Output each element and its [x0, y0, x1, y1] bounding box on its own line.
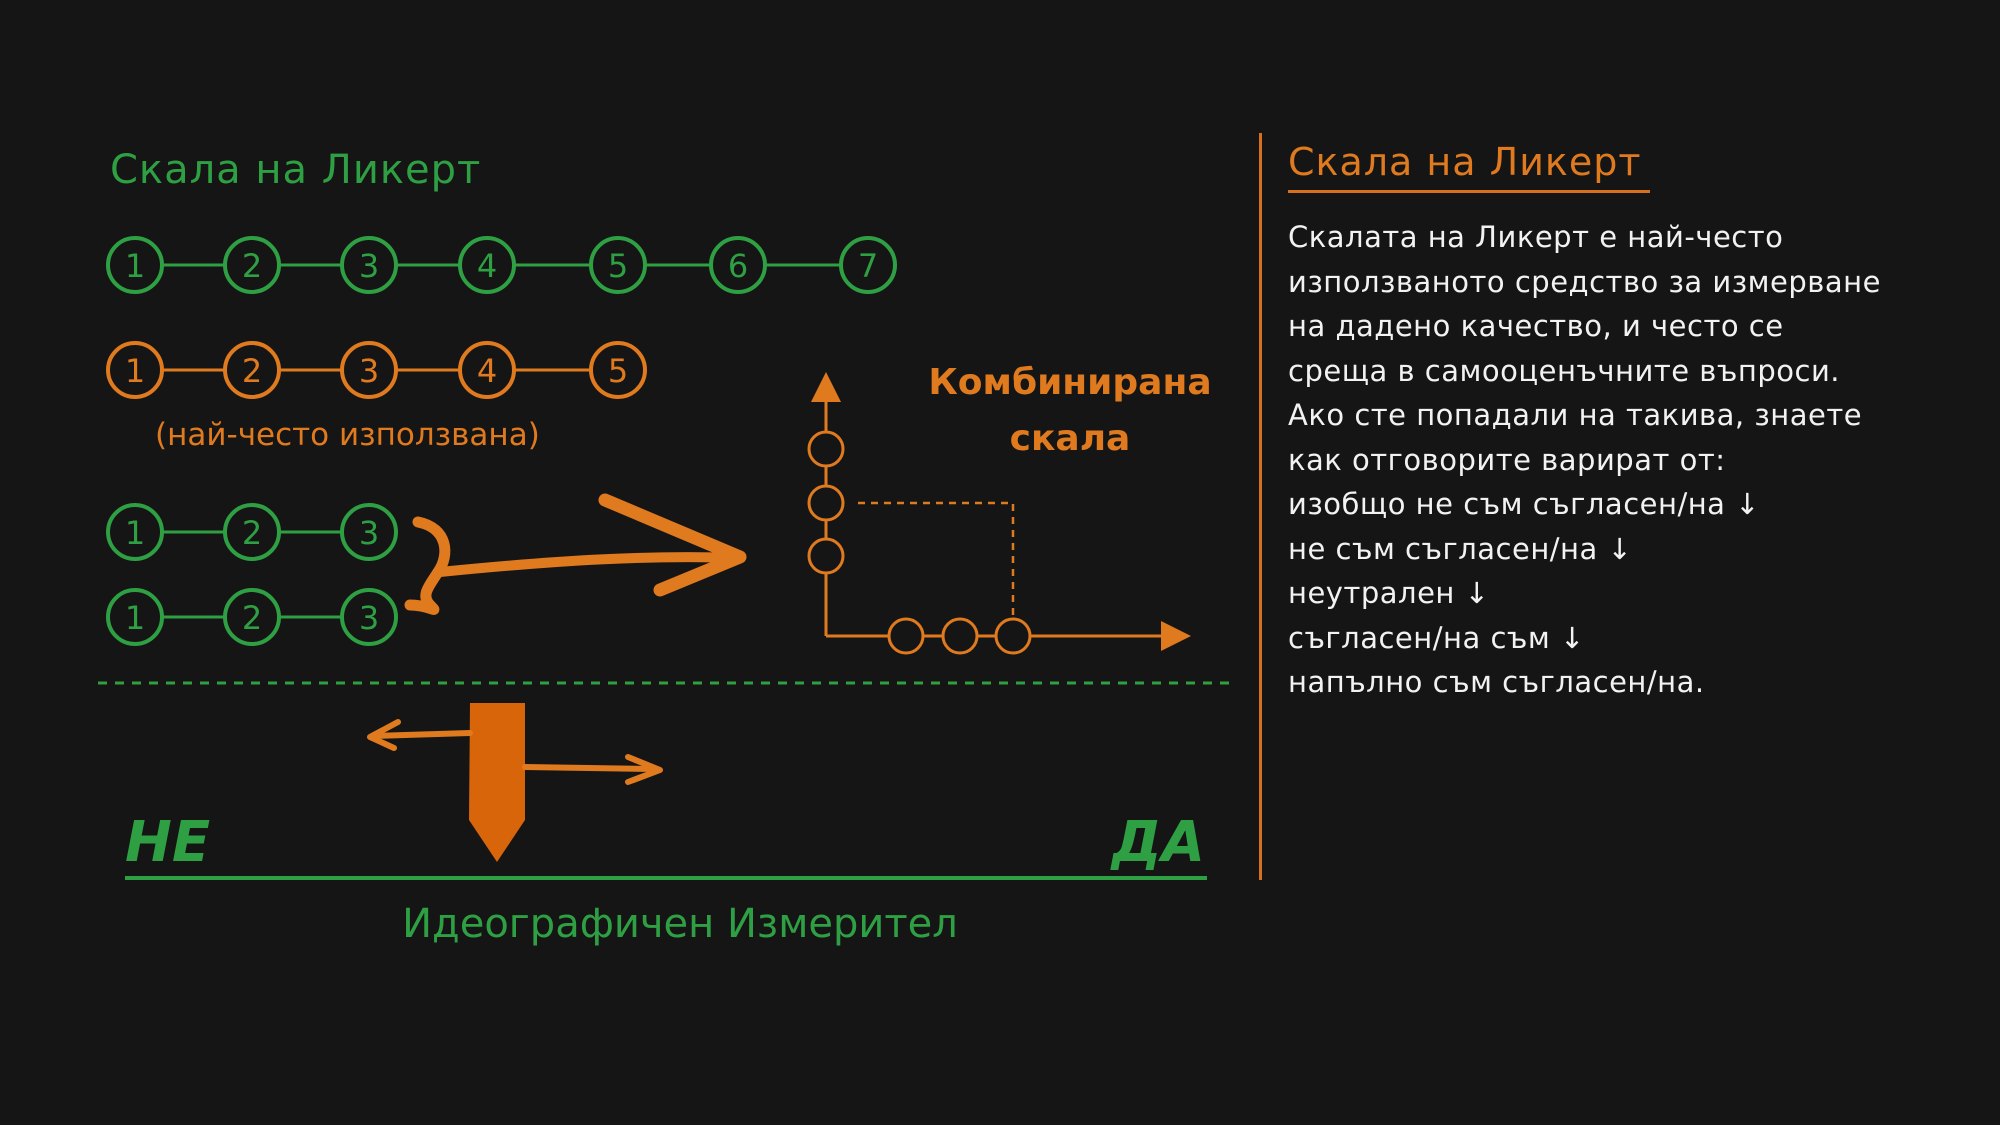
scale-7-node-2 [225, 238, 279, 292]
svg-text:7: 7 [857, 247, 879, 285]
scale-7-node-1 [108, 238, 162, 292]
svg-text:3: 3 [358, 352, 380, 390]
svg-text:2: 2 [241, 352, 263, 390]
vertical-divider [1259, 133, 1262, 880]
scale-7-node-5 [591, 238, 645, 292]
slider-marker [370, 703, 660, 862]
scale-5-node-5 [591, 343, 645, 397]
scale-5-node-2 [225, 343, 279, 397]
likert-title-right: Скала на Ликерт [1288, 140, 1650, 193]
combine-brace [410, 522, 445, 609]
likert-scale-7 [108, 238, 895, 292]
answer-option-2: не съм съгласен/на ↓ [1288, 531, 1633, 566]
combine-arrow [440, 500, 740, 590]
scale-7-node-6 [711, 238, 765, 292]
description-line-3: на дадено качество, и често се [1288, 309, 1784, 343]
combined-x-node-2 [943, 619, 977, 653]
description-line-4: среща в самооценъчните въпроси. [1288, 353, 1841, 388]
likert-scale-3-top [108, 505, 396, 559]
no-label: НЕ [125, 810, 211, 875]
ideographic-label: Идеографичен Измерител [402, 901, 958, 947]
combined-x-node-1 [889, 619, 923, 653]
scale-7-node-7 [841, 238, 895, 292]
svg-text:2: 2 [241, 599, 263, 637]
scale-5-node-1 [108, 343, 162, 397]
scale-3a-node-2 [225, 505, 279, 559]
combined-scale-label-line2: скала [1009, 418, 1131, 459]
answer-option-5: напълно съм съгласен/на. [1288, 665, 1705, 699]
scale-7-node-3 [342, 238, 396, 292]
scale-3b-node-3 [342, 590, 396, 644]
svg-text:5: 5 [607, 352, 629, 390]
svg-text:2: 2 [241, 247, 263, 285]
combined-y-node-3 [809, 539, 843, 573]
combined-x-node-3 [996, 619, 1030, 653]
combined-y-node-1 [809, 432, 843, 466]
svg-text:3: 3 [358, 247, 380, 285]
description-text [1288, 215, 1978, 705]
answer-option-4: съгласен/на съм ↓ [1288, 620, 1585, 655]
svg-text:6: 6 [727, 247, 749, 285]
svg-text:4: 4 [476, 247, 498, 285]
svg-text:5: 5 [607, 247, 629, 285]
likert-scale-3-bottom [108, 590, 396, 644]
answer-option-1: изобщо не съм съгласен/на ↓ [1288, 487, 1760, 521]
svg-text:3: 3 [358, 599, 380, 637]
description-line-2: използваното средство за измерване [1288, 264, 1881, 299]
combined-scale-label-line1: Комбинирана [928, 362, 1212, 403]
scale-3a-node-3 [342, 505, 396, 559]
scale-5-caption: (най-често използвана) [155, 417, 540, 453]
description-line-1: Скалата на Ликерт е най-често [1288, 220, 1784, 254]
scale-7-node-4 [460, 238, 514, 292]
scale-5-node-4 [460, 343, 514, 397]
scale-3b-node-2 [225, 590, 279, 644]
yes-label: ДА [1111, 810, 1205, 875]
answer-option-3: неутрален ↓ [1288, 576, 1490, 610]
svg-text:4: 4 [476, 352, 498, 390]
svg-text:1: 1 [124, 352, 146, 390]
svg-text:2: 2 [241, 514, 263, 552]
combined-y-node-2 [809, 486, 843, 520]
description-line-6: как отговорите варират от: [1288, 442, 1726, 477]
svg-text:1: 1 [124, 599, 146, 637]
likert-title-left: Скала на Ликерт [110, 147, 482, 193]
combined-guide-lines [858, 503, 1013, 615]
svg-text:3: 3 [358, 514, 380, 552]
likert-scale-5 [108, 343, 645, 397]
scale-3a-node-1 [108, 505, 162, 559]
scale-3b-node-1 [108, 590, 162, 644]
svg-text:1: 1 [124, 247, 146, 285]
description-panel [1288, 140, 1978, 705]
svg-text:1: 1 [124, 514, 146, 552]
description-line-5: Ако сте попадали на такива, знаете [1288, 398, 1863, 432]
scale-5-node-3 [342, 343, 396, 397]
